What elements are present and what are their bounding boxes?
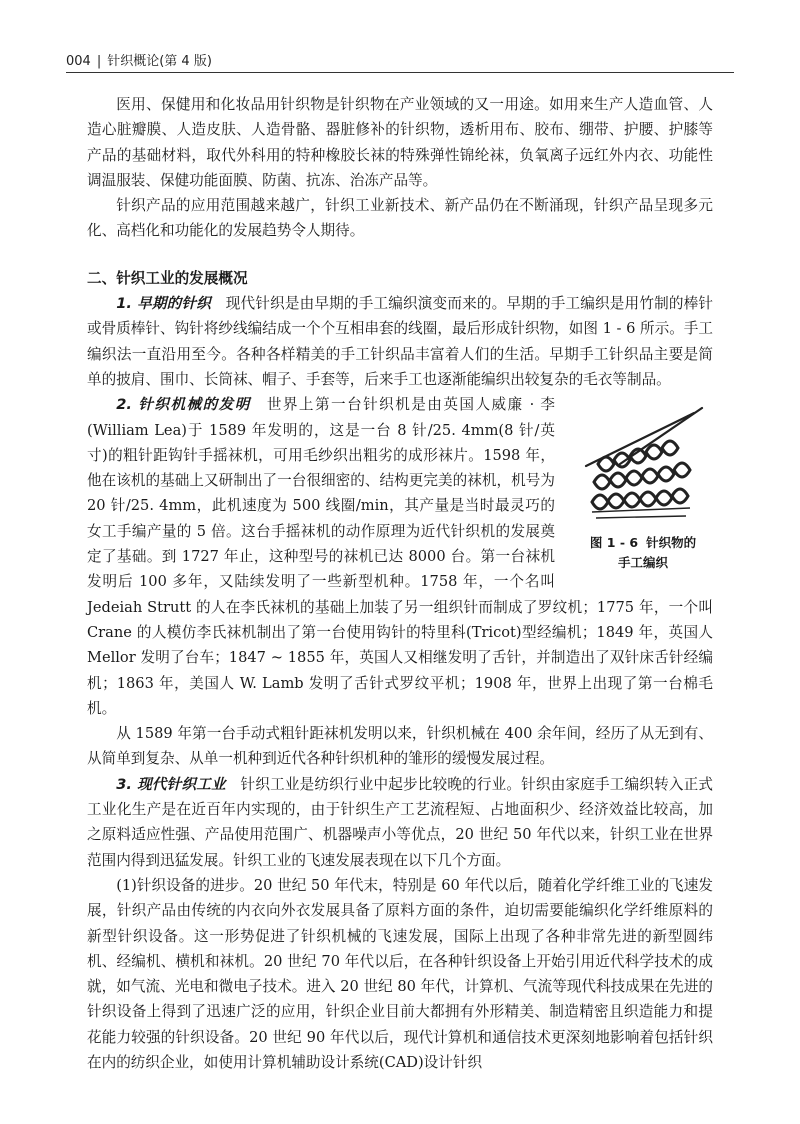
early-knitting-text: 现代针织是由早期的手工编织演变而来的。早期的手工编织是用竹制的棒针或骨质棒针、钩针将纱线编结成一个个互相串套的线圈，最后形成针织物，如图 1 - 6 所示。手工编织法一直沿用至今。各种各样精美的手工针织品丰富着人们的生活。早期手工针织品主要是简单的披肩、围巾、长筒袜、帽子、手套等，后来手工也逐渐能编织出较复杂的毛衣等制品。 — [87, 295, 713, 388]
caption-line2: 手工编织 — [617, 555, 668, 571]
figure-1-6 — [573, 404, 713, 573]
subheading-machine-invention: 2. 针织机械的发明 — [116, 396, 251, 414]
book-title: 针织概论(第 4 版) — [107, 54, 212, 69]
paragraph-application-trend: 针织产品的应用范围越来越广，针织工业新技术、新产品仍在不断涌现，针织产品呈现多元化、高档化和功能化的发展趋势令人期待。 — [87, 197, 713, 240]
running-header — [66, 50, 212, 69]
modern-industry-text: 针织工业是纺织行业中起步比较晚的行业。针织由家庭手工编织转入正式工业化生产是在近百年内实现的，由于针织生产工艺流程短、占地面积少、经济效益比较高，加之原料适应性强、产品使用范围广、机器噪声小等优点，20 世纪 50 年代以来，针织工业在世界范围内得到迅猛发展。针织工业的飞速发展表现在以下几个方面。 — [87, 775, 713, 869]
page-body — [87, 92, 713, 1075]
header-rule — [66, 72, 734, 73]
machine-invention-text: 世界上第一台针织机是由英国人威廉 · 李(William Lea)于 1589 年发明的，这是一台 8 针/25. 4mm(8 针/英寸)的粗针距钩针手摇袜机，可用毛纱织出粗劣的成形袜片。1598 年，他在该机的基础上又研制出了一台很细密的、结构更完美的袜机，机号为 20 针/25. 4mm，此机速度为 500 线圈/min，其产量是当时最灵巧的女工手编产量的 5 倍。这台手摇袜机的动作原理为近代针织机的发展奠定了基础。到 1727 年止，这种型号的袜机已达 8000 台。第一台袜机发明后 100 多年，又陆续发明了一些新型机种。1758 年，一个名叫 Jedeiah Strutt 的人在李氏袜机的基础上加装了另一组织针而制成了罗纹机；1775 年，一个叫 Crane 的人模仿李氏袜机制出了第一台使用钩针的特里科(Tricot)型经编机；1849 年，英国人 Mellor 发明了台车；1847 ~ 1855 年，英国人又相继发明了舌针，并制造出了双针床舌针经编机；1863 年，美国人 W. Lamb 发明了舌针式罗纹平机；1908 年，世界上出现了第一台棉毛机。 — [87, 396, 713, 717]
page-number: 004 — [66, 54, 91, 69]
paragraph-early-knitting — [87, 291, 713, 392]
section-heading: 二、针织工业的发展概况 — [87, 269, 248, 287]
hand-knitting-illustration — [578, 404, 708, 529]
paragraph-development-summary: 从 1589 年第一台手动式粗针距袜机发明以来，针织机械在 400 余年间，经历了从无到有、从简单到复杂、从单一机种到近代各种针织机种的雏形的缓慢发展过程。 — [87, 725, 713, 768]
paragraph-medical-uses: 医用、保健用和化妆品用针织物是针织物在产业领域的又一用途。如用来生产人造血管、人造心脏瓣膜、人造皮肤、人造骨骼、器脏修补的针织物，透析用布、胶布、绷带、护腰、护膝等产品的基础材料，取代外科用的特种橡胶长袜的特殊弹性锦纶袜，负氧离子远红外内衣、功能性调温服装、保健功能面膜、防菌、抗冻、治冻产品等。 — [87, 96, 713, 189]
subheading-early-knitting: 1. 早期的针织 — [116, 295, 211, 313]
figure-number: 图 1 - 6 — [589, 535, 639, 551]
subheading-modern-industry: 3. 现代针织工业 — [116, 775, 226, 793]
paragraph-modern-industry — [87, 772, 713, 873]
paragraph-equipment-progress: (1)针织设备的进步。20 世纪 50 年代末，特别是 60 年代以后，随着化学纤维工业的飞速发展，针织产品由传统的内衣向外衣发展具备了原料方面的条件，迫切需要能编织化学纤维原料的新型针织设备。这一形势促进了针织机械的飞速发展，国际上出现了各种非常先进的新型圆纬机、经编机、横机和袜机。20 世纪 70 年代以后，在各种针织设备上开始引用近代科学技术的成就，如气流、光电和微电子技术。进入 20 世纪 80 年代，计算机、气流等现代科技成果在先进的针织设备上得到了迅速广泛的应用，针织企业目前大都拥有外形精美、制造精密且织造能力和提花能力较强的针织设备。20 世纪 90 年代以后，现代计算机和通信技术更深刻地影响着包括针织在内的纺织企业，如使用计算机辅助设计系统(CAD)设计针织 — [87, 876, 713, 1071]
caption-line1: 针织物的 — [646, 535, 697, 551]
header-separator: | — [96, 54, 102, 69]
figure-caption — [573, 533, 713, 573]
